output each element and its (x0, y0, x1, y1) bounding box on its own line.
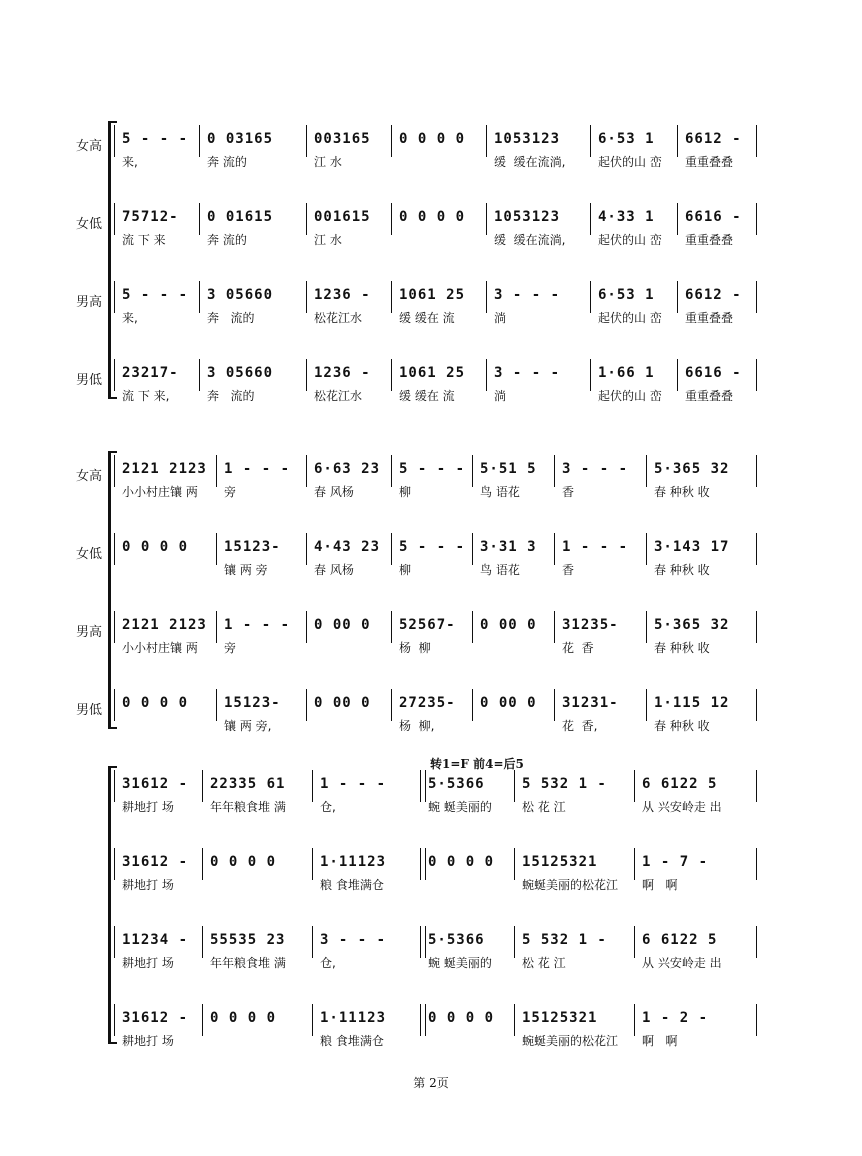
measure-lyrics: 杨 柳 (399, 641, 431, 655)
barline (391, 455, 392, 487)
barline (216, 611, 217, 643)
measure-notes: 003165 (314, 131, 371, 147)
barline (114, 533, 115, 565)
measure-lyrics: 春 风杨 (314, 563, 354, 577)
voice-staff (0, 533, 800, 583)
barline (634, 770, 635, 802)
barline (199, 359, 200, 391)
voice-staff (0, 848, 800, 898)
barline (199, 281, 200, 313)
barline (486, 359, 487, 391)
voice-part-label: 男低 (76, 703, 103, 718)
measure-lyrics: 淌 (494, 389, 507, 403)
voice-staff (0, 281, 800, 331)
barline (756, 359, 757, 391)
measure-notes: 6 6122 5 (642, 932, 718, 948)
measure-lyrics: 花 香, (562, 719, 598, 733)
measure-lyrics: 镶 两 旁, (224, 719, 272, 733)
measure-notes: 6 6122 5 (642, 776, 718, 792)
barline (306, 281, 307, 313)
measure-lyrics: 缓 缓在 流 (399, 389, 455, 403)
barline (756, 1004, 757, 1036)
measure-lyrics: 柳 (399, 563, 412, 577)
measure-notes: 23217- (122, 365, 179, 381)
measure-lyrics: 起伏的山 峦 (598, 389, 662, 403)
voice-staff (0, 125, 800, 175)
measure-lyrics: 杨 柳, (399, 719, 435, 733)
measure-lyrics: 香 (562, 563, 575, 577)
voice-part-label: 男低 (76, 373, 103, 388)
measure-notes: 0 0 0 0 (210, 1010, 277, 1026)
measure-lyrics: 蜿 蜒美丽的 (428, 800, 492, 814)
barline (677, 125, 678, 157)
measure-notes: 15123- (224, 539, 281, 555)
barline (312, 926, 313, 958)
barline (646, 611, 647, 643)
measure-notes: 31612 - (122, 1010, 189, 1026)
barline (202, 848, 203, 880)
barline (114, 359, 115, 391)
barline (306, 611, 307, 643)
barline (312, 770, 313, 802)
barline (391, 533, 392, 565)
measure-notes: 1 - - - (562, 539, 629, 555)
measure-notes: 6·63 23 (314, 461, 381, 477)
measure-lyrics: 耕地打 场 (122, 1034, 174, 1048)
measure-lyrics: 从 兴安岭走 出 (642, 800, 722, 814)
barline (756, 203, 757, 235)
barline (756, 848, 757, 880)
barline (114, 281, 115, 313)
barline (420, 770, 426, 802)
barline (391, 125, 392, 157)
barline (554, 689, 555, 721)
voice-staff (0, 926, 800, 976)
measure-notes: 1·11123 (320, 1010, 387, 1026)
barline (391, 281, 392, 313)
barline (514, 1004, 515, 1036)
measure-notes: 27235- (399, 695, 456, 711)
measure-notes: 4·33 1 (598, 209, 655, 225)
measure-lyrics: 耕地打 场 (122, 878, 174, 892)
barline (472, 455, 473, 487)
barline (202, 1004, 203, 1036)
measure-notes: 15125321 (522, 854, 598, 870)
measure-lyrics: 小小村庄镶 两 (122, 485, 198, 499)
barline (756, 125, 757, 157)
measure-notes: 1236 - (314, 365, 371, 381)
measure-notes: 1 - - - (224, 461, 291, 477)
measure-lyrics: 缓 缓在 流 (399, 311, 455, 325)
measure-notes: 5 - - - (122, 287, 189, 303)
measure-lyrics: 重重叠叠 (685, 389, 734, 403)
measure-lyrics: 蜿蜒美丽的松花江 (522, 878, 619, 892)
voice-staff (0, 359, 800, 409)
barline (756, 689, 757, 721)
measure-notes: 31235- (562, 617, 619, 633)
measure-notes: 1 - - - (320, 776, 387, 792)
measure-notes: 52567- (399, 617, 456, 633)
measure-lyrics: 仓, (320, 956, 336, 970)
measure-notes: 5 - - - (122, 131, 189, 147)
measure-notes: 15123- (224, 695, 281, 711)
measure-notes: 31612 - (122, 776, 189, 792)
measure-lyrics: 镶 两 旁 (224, 563, 268, 577)
measure-notes: 6612 - (685, 287, 742, 303)
barline (306, 125, 307, 157)
voice-part-label: 女低 (76, 217, 103, 232)
barline (306, 203, 307, 235)
measure-notes: 6616 - (685, 209, 742, 225)
barline (391, 611, 392, 643)
measure-lyrics: 缓 缓在流淌, (494, 155, 566, 169)
measure-lyrics: 年年粮食堆 满 (210, 956, 286, 970)
measure-notes: 1·115 12 (654, 695, 730, 711)
measure-lyrics: 蜿 蜒美丽的 (428, 956, 492, 970)
measure-lyrics: 奔 流的 (207, 233, 247, 247)
barline (677, 359, 678, 391)
measure-lyrics: 起伏的山 峦 (598, 311, 662, 325)
barline (472, 689, 473, 721)
barline (114, 1004, 115, 1036)
measure-lyrics: 缓 缓在流淌, (494, 233, 566, 247)
measure-lyrics: 鸟 语花 (480, 563, 520, 577)
measure-notes: 5·5366 (428, 932, 485, 948)
measure-notes: 6616 - (685, 365, 742, 381)
barline (646, 455, 647, 487)
measure-notes: 75712- (122, 209, 179, 225)
barline (114, 203, 115, 235)
measure-lyrics: 流 下 来 (122, 233, 166, 247)
barline (114, 848, 115, 880)
measure-lyrics: 旁 (224, 485, 237, 499)
measure-lyrics: 来, (122, 311, 138, 325)
barline (590, 125, 591, 157)
voice-part-label: 男高 (76, 625, 103, 640)
barline (472, 533, 473, 565)
barline (420, 1004, 426, 1036)
measure-lyrics: 春 风杨 (314, 485, 354, 499)
measure-lyrics: 柳 (399, 485, 412, 499)
barline (391, 689, 392, 721)
measure-lyrics: 松花江水 (314, 389, 363, 403)
measure-notes: 2121 2123 (122, 461, 207, 477)
measure-notes: 0 00 0 (314, 617, 371, 633)
barline (306, 533, 307, 565)
measure-notes: 2121 2123 (122, 617, 207, 633)
barline (486, 203, 487, 235)
measure-notes: 1 - 2 - (642, 1010, 709, 1026)
barline (199, 125, 200, 157)
barline (486, 281, 487, 313)
barline (590, 281, 591, 313)
measure-notes: 4·43 23 (314, 539, 381, 555)
measure-lyrics: 重重叠叠 (685, 155, 734, 169)
voice-staff (0, 203, 800, 253)
measure-notes: 0 0 0 0 (428, 1010, 495, 1026)
measure-lyrics: 重重叠叠 (685, 311, 734, 325)
barline (216, 689, 217, 721)
barline (677, 203, 678, 235)
measure-lyrics: 从 兴安岭走 出 (642, 956, 722, 970)
barline (312, 848, 313, 880)
barline (514, 848, 515, 880)
barline (114, 125, 115, 157)
barline (756, 281, 757, 313)
measure-notes: 1·66 1 (598, 365, 655, 381)
barline (216, 533, 217, 565)
barline (677, 281, 678, 313)
measure-lyrics: 春 种秋 收 (654, 485, 710, 499)
measure-lyrics: 江 水 (314, 233, 342, 247)
measure-notes: 1·11123 (320, 854, 387, 870)
barline (486, 125, 487, 157)
measure-lyrics: 春 种秋 收 (654, 719, 710, 733)
measure-notes: 5 - - - (399, 539, 466, 555)
voice-part-label: 女低 (76, 547, 103, 562)
measure-notes: 0 00 0 (314, 695, 371, 711)
measure-notes: 5 532 1 - (522, 932, 607, 948)
measure-notes: 0 0 0 0 (122, 539, 189, 555)
measure-notes: 0 03165 (207, 131, 274, 147)
measure-notes: 5 - - - (399, 461, 466, 477)
measure-notes: 3 05660 (207, 287, 274, 303)
measure-lyrics: 啊 啊 (642, 1034, 678, 1048)
measure-lyrics: 江 水 (314, 155, 342, 169)
page-number: 第 2页 (413, 1076, 449, 1090)
barline (756, 926, 757, 958)
measure-notes: 5·5366 (428, 776, 485, 792)
measure-lyrics: 耕地打 场 (122, 800, 174, 814)
measure-notes: 1061 25 (399, 365, 466, 381)
voice-part-label: 女高 (76, 469, 103, 484)
measure-lyrics: 起伏的山 峦 (598, 233, 662, 247)
measure-lyrics: 松花江水 (314, 311, 363, 325)
barline (554, 611, 555, 643)
barline (114, 689, 115, 721)
barline (756, 611, 757, 643)
measure-lyrics: 奔 流的 (207, 155, 247, 169)
measure-notes: 1236 - (314, 287, 371, 303)
measure-notes: 22335 61 (210, 776, 286, 792)
measure-lyrics: 淌 (494, 311, 507, 325)
measure-lyrics: 花 香 (562, 641, 594, 655)
barline (472, 611, 473, 643)
measure-lyrics: 来, (122, 155, 138, 169)
barline (756, 533, 757, 565)
measure-notes: 6·53 1 (598, 131, 655, 147)
measure-lyrics: 流 下 来, (122, 389, 170, 403)
measure-notes: 001615 (314, 209, 371, 225)
measure-notes: 0 0 0 0 (122, 695, 189, 711)
measure-notes: 15125321 (522, 1010, 598, 1026)
measure-notes: 6612 - (685, 131, 742, 147)
measure-notes: 0 00 0 (480, 617, 537, 633)
voice-staff (0, 770, 800, 820)
measure-lyrics: 重重叠叠 (685, 233, 734, 247)
measure-notes: 3 - - - (320, 932, 387, 948)
barline (202, 770, 203, 802)
barline (514, 926, 515, 958)
voice-staff (0, 1004, 800, 1054)
measure-notes: 3·31 3 (480, 539, 537, 555)
measure-notes: 31231- (562, 695, 619, 711)
measure-notes: 3 - - - (562, 461, 629, 477)
measure-notes: 0 0 0 0 (210, 854, 277, 870)
barline (391, 359, 392, 391)
barline (216, 455, 217, 487)
barline (114, 770, 115, 802)
measure-notes: 3 - - - (494, 365, 561, 381)
measure-lyrics: 小小村庄镶 两 (122, 641, 198, 655)
barline (114, 455, 115, 487)
measure-notes: 0 00 0 (480, 695, 537, 711)
measure-lyrics: 奔 流的 (207, 311, 255, 325)
measure-notes: 0 0 0 0 (399, 209, 466, 225)
barline (202, 926, 203, 958)
measure-notes: 3 05660 (207, 365, 274, 381)
barline (306, 689, 307, 721)
barline (646, 533, 647, 565)
voice-part-label: 男高 (76, 295, 103, 310)
barline (420, 926, 426, 958)
measure-notes: 31612 - (122, 854, 189, 870)
measure-lyrics: 耕地打 场 (122, 956, 174, 970)
voice-staff (0, 611, 800, 661)
measure-notes: 5·365 32 (654, 617, 730, 633)
voice-staff (0, 455, 800, 505)
measure-lyrics: 粮 食堆满仓 (320, 878, 384, 892)
barline (756, 770, 757, 802)
measure-lyrics: 春 种秋 收 (654, 563, 710, 577)
barline (554, 533, 555, 565)
barline (391, 203, 392, 235)
barline (306, 455, 307, 487)
measure-notes: 55535 23 (210, 932, 286, 948)
measure-notes: 5·51 5 (480, 461, 537, 477)
barline (590, 359, 591, 391)
measure-notes: 1061 25 (399, 287, 466, 303)
measure-lyrics: 年年粮食堆 满 (210, 800, 286, 814)
barline (646, 689, 647, 721)
voice-staff (0, 689, 800, 739)
measure-lyrics: 起伏的山 峦 (598, 155, 662, 169)
barline (634, 926, 635, 958)
measure-lyrics: 松 花 江 (522, 956, 566, 970)
measure-notes: 1 - - - (224, 617, 291, 633)
measure-lyrics: 奔 流的 (207, 389, 255, 403)
measure-notes: 0 01615 (207, 209, 274, 225)
barline (306, 359, 307, 391)
barline (554, 455, 555, 487)
measure-lyrics: 松 花 江 (522, 800, 566, 814)
measure-notes: 0 0 0 0 (428, 854, 495, 870)
measure-lyrics: 啊 啊 (642, 878, 678, 892)
measure-lyrics: 粮 食堆满仓 (320, 1034, 384, 1048)
barline (114, 926, 115, 958)
measure-lyrics: 蜿蜒美丽的松花江 (522, 1034, 619, 1048)
key-change-marking: 转1=F 前4=后5 (430, 757, 524, 771)
barline (114, 611, 115, 643)
measure-notes: 5·365 32 (654, 461, 730, 477)
measure-notes: 5 532 1 - (522, 776, 607, 792)
measure-lyrics: 鸟 语花 (480, 485, 520, 499)
barline (420, 848, 426, 880)
barline (634, 1004, 635, 1036)
measure-notes: 1053123 (494, 131, 561, 147)
barline (312, 1004, 313, 1036)
measure-notes: 3·143 17 (654, 539, 730, 555)
measure-notes: 3 - - - (494, 287, 561, 303)
measure-notes: 6·53 1 (598, 287, 655, 303)
voice-part-label: 女高 (76, 139, 103, 154)
measure-notes: 11234 - (122, 932, 189, 948)
measure-lyrics: 香 (562, 485, 575, 499)
barline (590, 203, 591, 235)
barline (199, 203, 200, 235)
measure-lyrics: 旁 (224, 641, 237, 655)
barline (514, 770, 515, 802)
measure-notes: 1 - 7 - (642, 854, 709, 870)
barline (634, 848, 635, 880)
measure-notes: 0 0 0 0 (399, 131, 466, 147)
measure-notes: 1053123 (494, 209, 561, 225)
measure-lyrics: 春 种秋 收 (654, 641, 710, 655)
barline (756, 455, 757, 487)
measure-lyrics: 仓, (320, 800, 336, 814)
